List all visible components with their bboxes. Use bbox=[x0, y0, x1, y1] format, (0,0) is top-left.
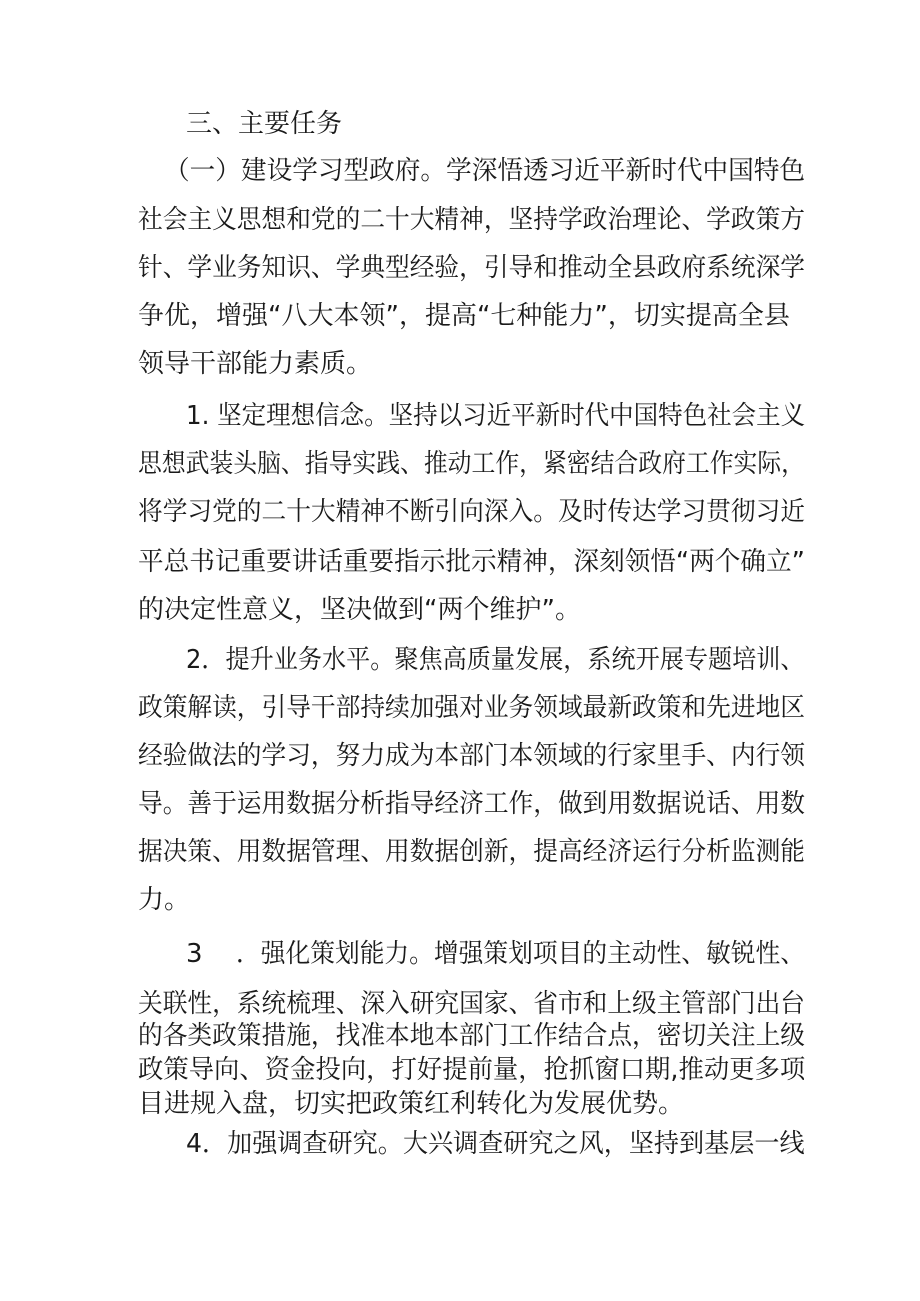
item-2-line-6: 力。 bbox=[138, 885, 191, 915]
item-3-line-1: ．强化策划能力。增强策划项目的主动性、敏锐性、 bbox=[236, 939, 806, 969]
paragraph-1-line-5: 领导干部能力素质。 bbox=[138, 349, 373, 379]
paragraph-1-line-1: （一）建设学习型政府。学深悟透习近平新时代中国特色 bbox=[164, 156, 806, 186]
paragraph-1-line-3: 针、学业务知识、学典型经验，引导和推动全县政府系统深学 bbox=[138, 253, 805, 283]
item-3-line-3: 的各类政策措施，找准本地本部门工作结合点，密切关注上级 bbox=[138, 1021, 805, 1051]
item-3-number: 3 bbox=[186, 939, 203, 969]
item-2-line-5: 据决策、用数据管理、用数据创新，提高经济运行分析监测能 bbox=[138, 837, 805, 867]
item-4-line-1: 4．加强调查研究。大兴调查研究之风，坚持到基层一线 bbox=[186, 1129, 805, 1159]
item-3-line-4: 政策导向、资金投向，打好提前量，抢抓窗口期,推动更多项 bbox=[138, 1055, 806, 1085]
item-1-line-2: 思想武装头脑、指导实践、推动工作，紧密结合政府工作实际， bbox=[138, 449, 806, 479]
item-2-line-3: 经验做法的学习，努力成为本部门本领域的行家里手、内行领 bbox=[138, 741, 805, 771]
item-3-line-2: 关联性，系统梳理、深入研究国家、省市和上级主管部门出台 bbox=[138, 989, 805, 1019]
item-2-line-2: 政策解读，引导干部持续加强对业务领域最新政策和先进地区 bbox=[138, 693, 805, 723]
section-heading: 三、主要任务 bbox=[186, 109, 343, 139]
item-2-line-4: 导。善于运用数据分析指导经济工作，做到用数据说话、用数 bbox=[138, 789, 805, 819]
item-1-line-4: 平总书记重要讲话重要指示批示精神，深刻领悟“两个确立” bbox=[138, 547, 805, 577]
item-2-line-1: 2．提升业务水平。聚焦高质量发展，系统开展专题培训、 bbox=[186, 645, 805, 675]
paragraph-1-line-2: 社会主义思想和党的二十大精神，坚持学政治理论、学政策方 bbox=[138, 205, 805, 235]
item-1-line-3: 将学习党的二十大精神不断引向深入。及时传达学习贯彻习近 bbox=[138, 497, 805, 527]
paragraph-1-line-4: 争优，增强“八大本领”，提高“七种能力”，切实提高全县 bbox=[138, 301, 790, 331]
item-1-line-1: 1. 坚定理想信念。坚持以习近平新时代中国特色社会主义 bbox=[186, 401, 806, 431]
item-3-line-5: 目进规入盘，切实把政策红利转化为发展优势。 bbox=[138, 1089, 685, 1119]
item-1-line-5: 的决定性意义，坚决做到“两个维护”。 bbox=[138, 595, 581, 625]
